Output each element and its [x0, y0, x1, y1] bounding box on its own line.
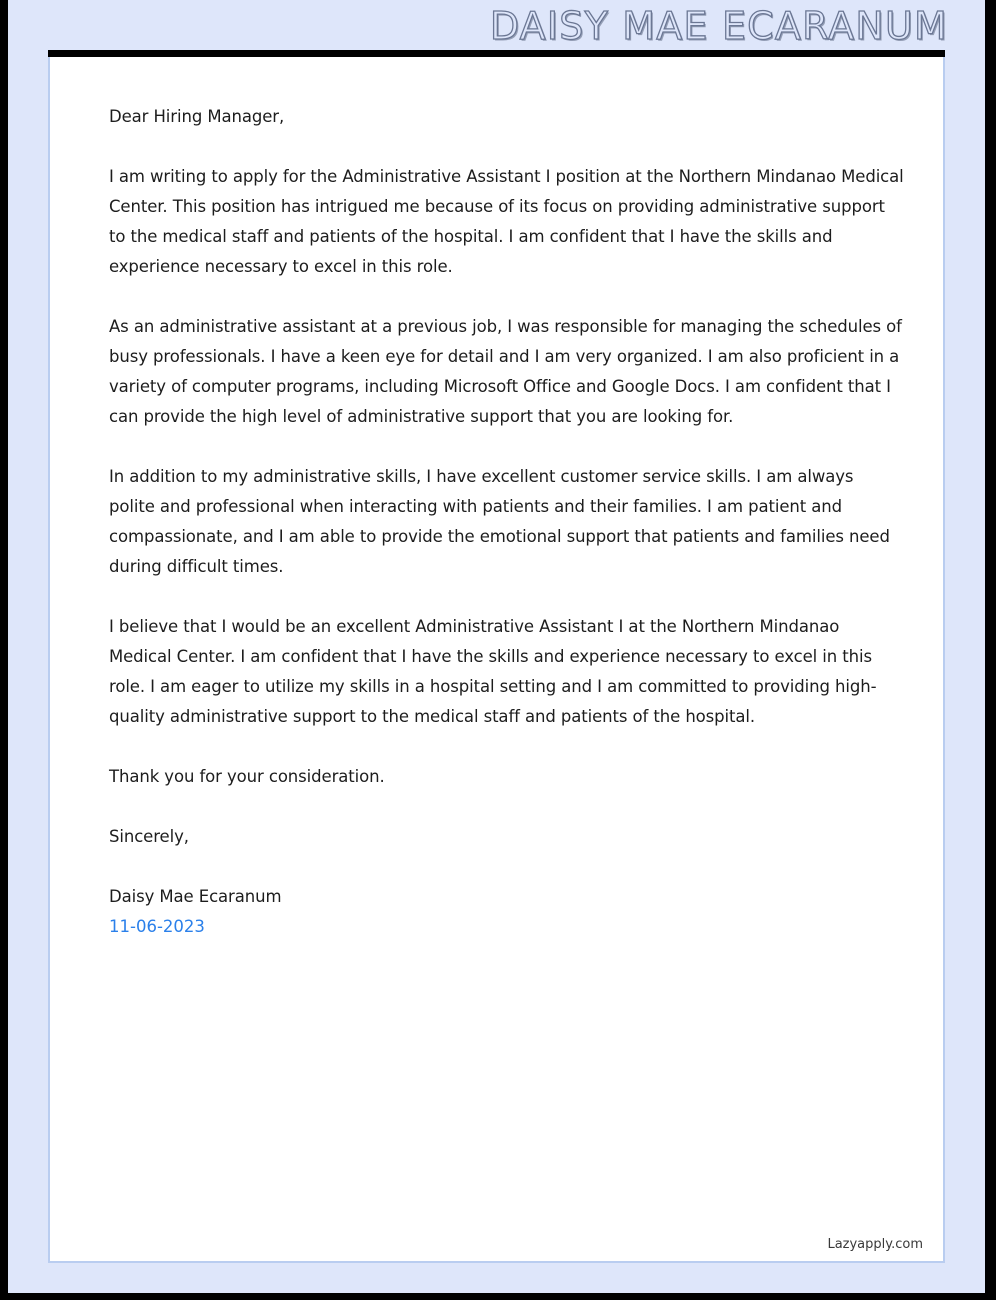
spacer	[109, 582, 904, 612]
letter-body	[109, 102, 904, 942]
spacer	[109, 792, 904, 822]
spacer	[109, 282, 904, 312]
letter-header	[8, 0, 985, 52]
closing-line: Sincerely,	[109, 827, 189, 846]
body-paragraph-1: I am writing to apply for the Administrative Assistant I position at the Northern Mindanao Medical Center. This position has intrigued me because of its focus on providing administrative support to the medical staff and patients of the hospital. I am confident that I have the skills and experience necessary to excel in this role.	[109, 167, 904, 276]
header-divider-rule	[48, 50, 945, 57]
spacer	[109, 732, 904, 762]
footer-watermark: Lazyapply.com	[827, 1237, 923, 1252]
letter-date: 11-06-2023	[109, 917, 205, 936]
body-paragraph-3: In addition to my administrative skills, I have excellent customer service skills. I am always polite and professional when interacting with patients and their families. I am patient and compassionate, and I am able to provide the emotional support that patients and families need during difficult times.	[109, 467, 890, 576]
document-frame	[8, 0, 985, 1293]
thank-you-line: Thank you for your consideration.	[109, 767, 385, 786]
spacer	[109, 852, 904, 882]
signature-name: Daisy Mae Ecaranum	[109, 887, 282, 906]
spacer	[109, 432, 904, 462]
applicant-name-heading: DAISY MAE ECARANUM	[489, 4, 948, 48]
salutation: Dear Hiring Manager,	[109, 107, 285, 126]
spacer	[109, 132, 904, 162]
body-paragraph-4: I believe that I would be an excellent Administrative Assistant I at the Northern Mindanao Medical Center. I am confident that I have the skills and experience necessary to excel in this role. I am eager to utilize my skills in a hospital setting and I am committed to providing high-quality administrative support to the medical staff and patients of the hospital.	[109, 617, 877, 726]
letter-page	[48, 57, 945, 1263]
body-paragraph-2: As an administrative assistant at a previous job, I was responsible for managing the schedules of busy professionals. I have a keen eye for detail and I am very organized. I am also proficient in a variety of computer programs, including Microsoft Office and Google Docs. I am confident that I can provide the high level of administrative support that you are looking for.	[109, 317, 902, 426]
